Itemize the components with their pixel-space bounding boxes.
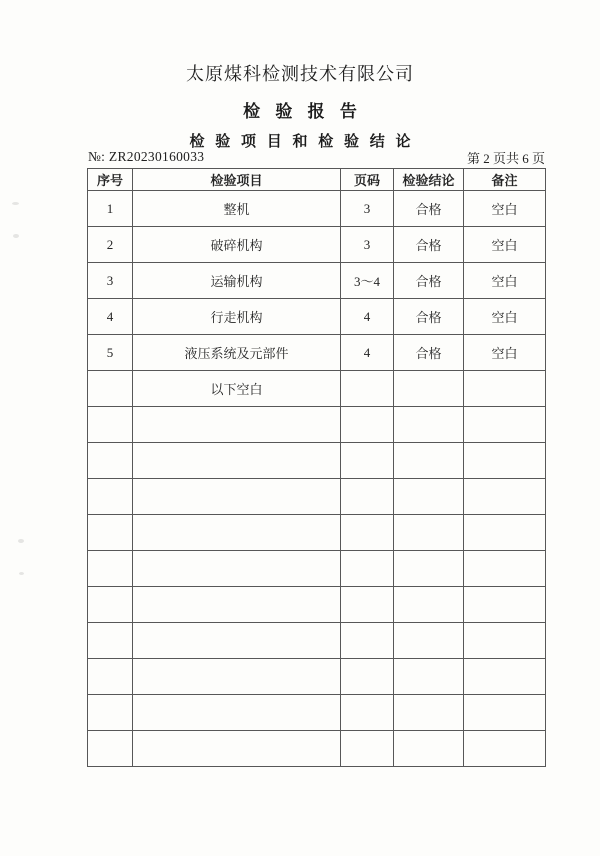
section-title: 检 验 项 目 和 检 验 结 论 [189,134,411,150]
table-row [88,623,546,659]
scan-speck [19,572,24,575]
table-cell [394,371,464,407]
table-cell: 4 [341,335,394,371]
table-cell [88,371,133,407]
table-cell: 破碎机构 [133,227,341,263]
table-cell [341,407,394,443]
table-cell: 空白 [464,335,546,371]
col-header-page: 页码 [341,169,394,191]
table-cell [464,371,546,407]
table-cell [133,659,341,695]
company-name: 太原煤科检测技术有限公司 [186,64,414,84]
table-cell [464,659,546,695]
table-cell: 空白 [464,227,546,263]
table-cell [464,443,546,479]
table-cell [341,695,394,731]
table-cell [464,515,546,551]
table-cell: 合格 [394,335,464,371]
table-header-row [88,169,546,191]
table-row [88,335,546,371]
table-cell: 空白 [464,191,546,227]
table-cell [341,371,394,407]
table-cell [133,731,341,767]
table-cell [394,659,464,695]
table-row [88,731,546,767]
table-cell [88,407,133,443]
report-number-label: №: [88,149,106,164]
table-cell [464,623,546,659]
report-title: 检 验 报 告 [243,102,357,121]
col-header-item: 检验项目 [133,169,341,191]
report-number-value: ZR20230160033 [108,149,205,164]
table-cell [394,587,464,623]
table-cell: 1 [88,191,133,227]
table-row [88,479,546,515]
meta-line [87,148,545,167]
table-cell [464,407,546,443]
table-cell: 2 [88,227,133,263]
table-cell [88,551,133,587]
table-cell [341,479,394,515]
table-row [88,551,546,587]
table-cell: 5 [88,335,133,371]
table-cell [88,587,133,623]
table-cell [133,443,341,479]
table-cell [88,479,133,515]
table-cell: 合格 [394,263,464,299]
table-row [88,299,546,335]
table-cell [341,587,394,623]
table-cell: 空白 [464,263,546,299]
table-cell [133,695,341,731]
scan-speck [12,202,19,205]
table-cell [88,515,133,551]
table-cell [341,515,394,551]
table-cell [88,731,133,767]
table-cell [341,443,394,479]
table-cell [341,731,394,767]
table-cell: 合格 [394,191,464,227]
report-number [88,149,204,165]
table-row [88,695,546,731]
scan-speck [18,539,24,543]
table-cell [88,443,133,479]
table-cell [464,731,546,767]
table-cell [133,407,341,443]
table-cell [464,695,546,731]
table-cell: 3～4 [341,263,394,299]
col-header-conclusion: 检验结论 [394,169,464,191]
table-cell [394,623,464,659]
table-row [88,191,546,227]
col-header-remark: 备注 [464,169,546,191]
table-cell [88,623,133,659]
table-cell [88,659,133,695]
table-cell [133,515,341,551]
table-cell [133,587,341,623]
page-indicator: 第 2 页共 6 页 [466,151,545,166]
table-cell [394,407,464,443]
scan-speck [13,234,19,238]
table-cell [394,443,464,479]
table-cell [341,623,394,659]
table-row [88,407,546,443]
table-cell: 3 [88,263,133,299]
table-cell [133,551,341,587]
table-cell: 行走机构 [133,299,341,335]
table-row [88,227,546,263]
table-row [88,515,546,551]
table-cell: 运输机构 [133,263,341,299]
table-cell [133,479,341,515]
table-cell [394,695,464,731]
table-cell: 4 [341,299,394,335]
table-cell [341,551,394,587]
table-cell [464,587,546,623]
table-cell: 合格 [394,299,464,335]
table-body [88,191,546,767]
table-cell [88,695,133,731]
table-cell: 液压系统及元部件 [133,335,341,371]
table-row [88,371,546,407]
table-row [88,443,546,479]
table-cell [133,623,341,659]
table-row [88,263,546,299]
table-cell: 空白 [464,299,546,335]
table-row [88,587,546,623]
table-cell [394,551,464,587]
table-cell [464,479,546,515]
table-cell [394,479,464,515]
col-header-seq: 序号 [88,169,133,191]
inspection-results-table [87,168,546,767]
table-cell: 以下空白 [133,371,341,407]
table-cell [341,659,394,695]
table-cell: 3 [341,227,394,263]
table-cell: 4 [88,299,133,335]
table-row [88,659,546,695]
table-cell [464,551,546,587]
table-cell: 整机 [133,191,341,227]
table-cell: 3 [341,191,394,227]
table-cell: 合格 [394,227,464,263]
table-cell [394,515,464,551]
table-cell [394,731,464,767]
